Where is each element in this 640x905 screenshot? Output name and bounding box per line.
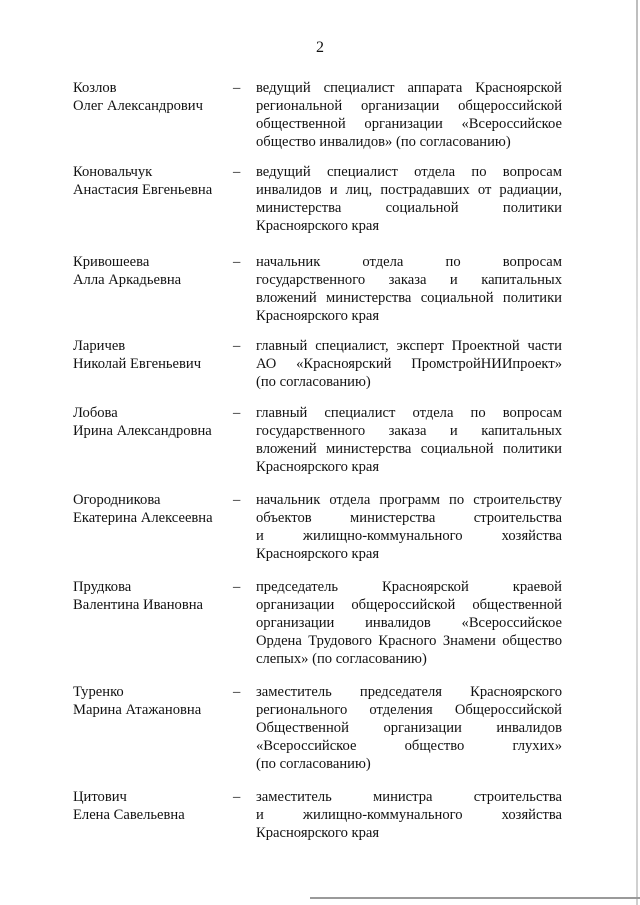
member-surname: Козлов	[73, 80, 117, 96]
member-surname: Туренко	[73, 684, 124, 700]
role-line: организации общероссийской общественной	[256, 597, 562, 613]
dash-separator: –	[233, 164, 241, 180]
role-line: Красноярского края	[256, 459, 380, 475]
scan-bottom-line	[310, 897, 640, 899]
role-line: министерства социальной политики	[256, 200, 562, 216]
member-surname: Кривошеева	[73, 254, 150, 270]
dash-separator: –	[233, 254, 241, 270]
dash-separator: –	[233, 579, 241, 595]
role-line: регионального отделения Общероссийской	[256, 702, 562, 718]
dash-separator: –	[233, 80, 241, 96]
member-role	[256, 578, 562, 668]
member-given-names: Олег Александрович	[73, 98, 203, 114]
member-surname: Прудкова	[73, 579, 132, 595]
member-role	[256, 788, 562, 842]
member-role	[256, 683, 562, 773]
member-given-names: Алла Аркадьевна	[73, 272, 182, 288]
role-line: слепых» (по согласованию)	[256, 651, 427, 667]
member-name	[73, 788, 233, 824]
role-line: Красноярского края	[256, 546, 380, 562]
member-given-names: Анастасия Евгеньевна	[73, 182, 213, 198]
role-line: инвалидов и лиц, пострадавших от радиации,	[256, 182, 562, 198]
member-role	[256, 253, 562, 325]
member-surname: Коновальчук	[73, 164, 153, 180]
member-given-names: Марина Атажановна	[73, 702, 202, 718]
member-name	[73, 404, 233, 440]
role-line: вложений министерства социальной политики	[256, 441, 562, 457]
member-given-names: Елена Савельевна	[73, 807, 185, 823]
member-surname: Огородникова	[73, 492, 161, 508]
member-surname: Цитович	[73, 789, 127, 805]
member-name	[73, 163, 233, 199]
role-line: и жилищно-коммунального хозяйства	[256, 528, 562, 544]
role-line: начальник отдела программ по строительству	[256, 492, 562, 508]
role-line: АО «Красноярский ПромстройНИИпроект»	[256, 356, 562, 372]
role-line: заместитель председателя Красноярского	[256, 684, 562, 700]
role-line: региональной организации общероссийской	[256, 98, 562, 114]
role-line: «Всероссийское общество глухих»	[256, 738, 562, 754]
role-line: (по согласованию)	[256, 756, 371, 772]
role-line: председатель Красноярской краевой	[256, 579, 562, 595]
member-name	[73, 491, 233, 527]
role-line: главный специалист, эксперт Проектной части	[256, 338, 562, 354]
role-line: и жилищно-коммунального хозяйства	[256, 807, 562, 823]
role-line: организации инвалидов «Всероссийское	[256, 615, 562, 631]
role-line: заместитель министра строительства	[256, 789, 562, 805]
member-role	[256, 404, 562, 476]
dash-separator: –	[233, 789, 241, 805]
member-surname: Лобова	[73, 405, 118, 421]
role-line: объектов министерства строительства	[256, 510, 562, 526]
dash-separator: –	[233, 684, 241, 700]
member-given-names: Ирина Александровна	[73, 423, 212, 439]
role-line: Общественной организации инвалидов	[256, 720, 562, 736]
role-line: Ордена Трудового Красного Знамени общество	[256, 633, 562, 649]
role-line: вложений министерства социальной политики	[256, 290, 562, 306]
member-name	[73, 578, 233, 614]
member-name	[73, 253, 233, 289]
member-given-names: Валентина Ивановна	[73, 597, 204, 613]
role-line: государственного заказа и капитальных	[256, 272, 562, 288]
role-line: Красноярского края	[256, 825, 380, 841]
role-line: начальник отдела по вопросам	[256, 254, 562, 270]
dash-separator: –	[233, 405, 241, 421]
member-given-names: Николай Евгеньевич	[73, 356, 202, 372]
role-line: ведущий специалист отдела по вопросам	[256, 164, 562, 180]
role-line: общественной организации «Всероссийское	[256, 116, 562, 132]
member-role	[256, 337, 562, 391]
member-given-names: Екатерина Алексеевна	[73, 510, 213, 526]
member-name	[73, 683, 233, 719]
member-surname: Ларичев	[73, 338, 126, 354]
member-name	[73, 337, 233, 373]
role-line: (по согласованию)	[256, 374, 371, 390]
member-role	[256, 163, 562, 235]
dash-separator: –	[233, 338, 241, 354]
scan-edge-shadow	[636, 0, 638, 905]
role-line: Красноярского края	[256, 218, 380, 234]
page-number: 2	[316, 39, 324, 56]
role-line: ведущий специалист аппарата Красноярской	[256, 80, 562, 96]
member-role	[256, 79, 562, 151]
member-name	[73, 79, 233, 115]
role-line: Красноярского края	[256, 308, 380, 324]
role-line: главный специалист отдела по вопросам	[256, 405, 562, 421]
member-role	[256, 491, 562, 563]
role-line: государственного заказа и капитальных	[256, 423, 562, 439]
role-line: общество инвалидов» (по согласованию)	[256, 134, 511, 150]
dash-separator: –	[233, 492, 241, 508]
